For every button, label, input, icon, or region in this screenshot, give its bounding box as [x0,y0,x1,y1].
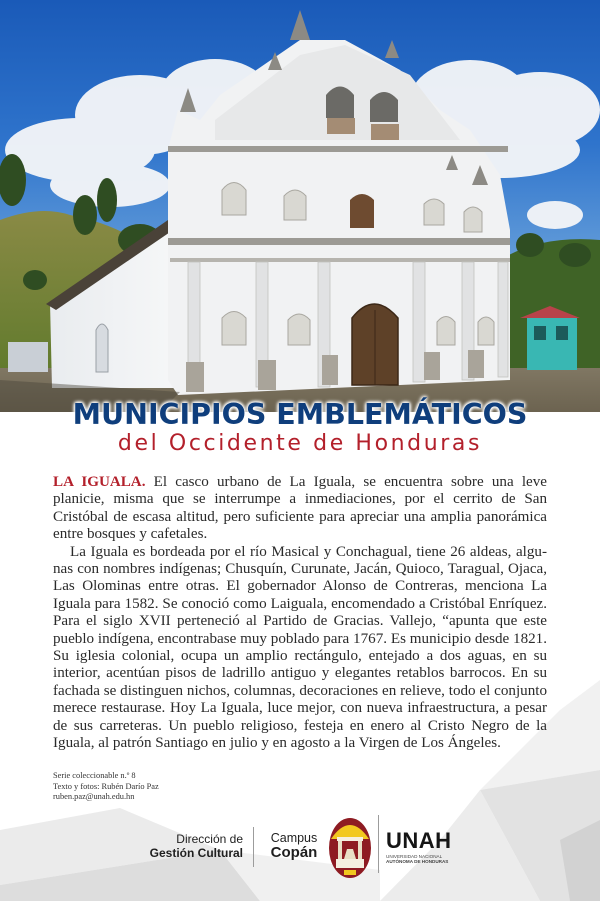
unah-wordmark: UNAH [386,828,452,853]
article-body [53,474,547,753]
hero-photo [0,0,600,412]
unah-subtitle-2: AUTÓNOMA DE HONDURAS [386,859,449,865]
article-paragraph-2: La Iguala es bordeada por el río Masical y Conchagual, tiene 26 aldeas, algunas con nombres indígenas; Chusquín, Curunate, Jacán, Quioco, Taragual, Ojaca, Las Olominas entre otras. El gobernador Alonso de Contreras, menciona La Iguala para 1582. Se conoció como Laiguala, encomendado a Cristóbal Enríquez. Para el siglo XVII perteneció al Partido de Gracias. Vallejo, “apunta que este pueblo indígena, encontrabase muy poblado para 1767. Es municipio desde 1821. Su iglesia colonial, ocupa un amplio rectángulo, entejado a dos aguas, en su interior, acentúan pisos de ladrillo antiguo y elegantes retablos barrocos. En su fachada se distinguen nichos, columnas, decoraciones en relieve, todo el conjunto merece restaurase. Hoy La Iguala, luce mejor, con nueva infraestructura, a pesar de sus carreteras. Un pueblo religioso, festeja en enero al Cristo Negro de la Iguala, al patrón Santiago en julio y en agosto a la Virgen de Los Ángeles. [53,543,547,752]
campus-line-2: Copán [270,844,318,861]
credits [53,771,159,803]
title-main: MUNICIPIOS EMBLEMÁTICOS [72,398,528,431]
campus-line-1: Campus [270,831,318,845]
logo-unah [386,830,452,864]
logo-gestion-cultural [148,832,243,860]
unah-seal-icon [328,817,372,879]
church-photo-illustration [0,0,600,412]
author-label: Texto y fotos: Rubén Darío Paz [53,781,159,791]
unah-subtitle [386,854,452,864]
logos-footer [0,815,600,887]
unah-subtitle-1: UNIVERSIDAD NACIONAL [386,854,443,859]
dgc-line-2: Gestión Cultural [149,846,243,860]
divider [378,815,379,873]
page-title [0,398,600,457]
author-email: ruben.paz@unah.edu.hn [53,792,135,802]
divider [253,827,254,867]
dgc-line-1: Dirección de [176,832,243,846]
article-paragraph-1 [53,474,547,544]
article-paragraph-1-text: El casco urbano de La Iguala, se encuentra sobre una leve planicie, misma que se interrumpe a inmediaciones, por el cerrito de San Cristóbal de escasa altitud, pero suficiente para apreciar una amplia panorámica entre bosques y cafetales. [53,474,547,543]
logo-campus-copan [268,831,320,861]
series-label: Serie coleccionable n.º 8 [53,771,136,780]
article-lead: LA IGUALA. [53,474,146,490]
teal-kiosk [520,306,580,370]
title-subtitle: del Occidente de Honduras [117,431,483,456]
